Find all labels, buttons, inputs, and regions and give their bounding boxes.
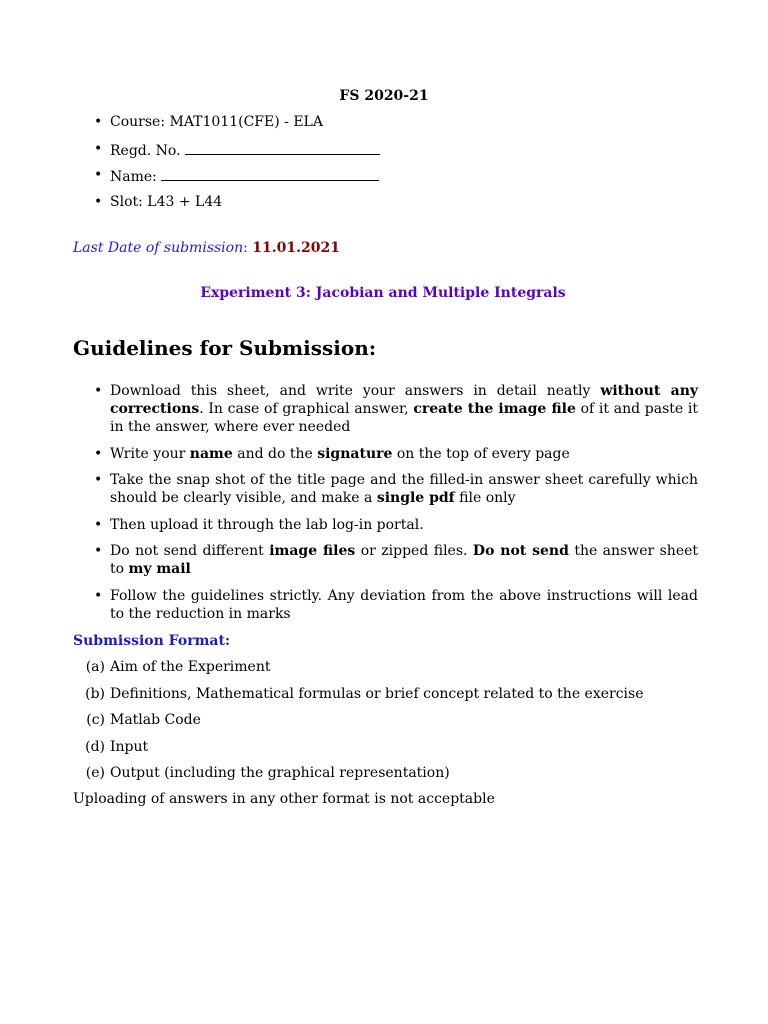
guidelines-list <box>73 382 698 631</box>
submission-format-heading: Submission Format: <box>73 633 231 649</box>
guideline-text: Write your <box>110 445 190 462</box>
format-item <box>73 711 698 738</box>
format-item <box>73 764 698 791</box>
guideline-text: Download this sheet, and write your answers in detail neatly <box>110 383 601 399</box>
guideline-emphasis: signature <box>317 445 393 462</box>
regd-item <box>73 140 698 167</box>
format-item-marker: (c) <box>86 712 105 728</box>
format-item-text: Input <box>110 738 149 755</box>
guideline-text: the answer sheet to <box>110 543 699 577</box>
format-item-text: Matlab Code <box>110 712 201 728</box>
format-item-marker: (b) <box>85 685 105 702</box>
guideline-text: file only <box>454 490 516 506</box>
guidelines-heading: Guidelines for Submission: <box>73 336 377 360</box>
experiment-title: Experiment 3: Jacobian and Multiple Integrals <box>200 285 566 301</box>
student-info-list <box>73 113 698 219</box>
closing-note: Uploading of answers in any other format is not acceptable <box>73 791 495 807</box>
guideline-emphasis: single pdf <box>376 490 455 506</box>
guideline-emphasis: create the image file <box>413 401 576 417</box>
deadline-line <box>73 239 340 257</box>
deadline-separator: : <box>243 240 248 256</box>
deadline-date: 11.01.2021 <box>252 240 340 256</box>
name-blank-line <box>161 166 379 181</box>
format-item-text: Aim of the Experiment <box>110 659 271 675</box>
guideline-item <box>73 542 698 578</box>
guideline-text: on the top of every page <box>392 445 570 462</box>
guideline-text: Then upload it through the lab log-in portal. <box>110 516 424 533</box>
guideline-text: Do not send different <box>110 543 270 559</box>
guideline-text: of it and paste it in the answer, where ever needed <box>110 401 698 435</box>
guideline-item <box>73 516 698 534</box>
guideline-text: Take the snap shot of the title page and the filled-in answer sheet carefully which should be clearly visible, and make a <box>110 472 698 506</box>
guideline-emphasis: my mail <box>128 561 191 577</box>
guideline-emphasis: name <box>189 445 233 462</box>
format-item <box>73 738 698 765</box>
guideline-item <box>73 587 698 623</box>
guideline-text: Follow the guidelines strictly. Any deviation from the above instructions will lead to the reduction in marks <box>110 587 698 622</box>
course-text: Course: MAT1011(CFE) - ELA <box>110 114 323 130</box>
guideline-text: and do the <box>232 445 318 462</box>
submission-format-list <box>73 658 698 791</box>
format-item <box>73 685 698 712</box>
deadline-label: Last Date of submission <box>73 240 244 256</box>
regd-label: Regd. No. <box>110 142 181 159</box>
regd-blank-line <box>185 140 380 155</box>
slot-item <box>73 193 698 220</box>
guideline-emphasis: image files <box>269 543 356 559</box>
format-item-marker: (e) <box>85 765 105 781</box>
name-item <box>73 166 698 193</box>
guideline-item <box>73 382 698 436</box>
term-title: FS 2020-21 <box>339 88 429 104</box>
format-item-marker: (d) <box>85 738 105 755</box>
format-item-text: Output (including the graphical representation) <box>110 765 450 781</box>
guideline-text: . In case of graphical answer, <box>199 401 414 417</box>
course-item <box>73 113 698 140</box>
slot-text: Slot: L43 + L44 <box>110 193 223 210</box>
format-item-marker: (a) <box>85 659 105 675</box>
guideline-item <box>73 445 698 463</box>
format-item <box>73 658 698 685</box>
guideline-emphasis: Do not send <box>472 543 569 559</box>
guideline-item <box>73 471 698 507</box>
format-item-text: Definitions, Mathematical formulas or brief concept related to the exercise <box>110 685 644 702</box>
name-label: Name: <box>110 169 157 185</box>
guideline-emphasis: without any corrections <box>110 383 699 417</box>
guideline-text: or zipped files. <box>355 543 473 559</box>
